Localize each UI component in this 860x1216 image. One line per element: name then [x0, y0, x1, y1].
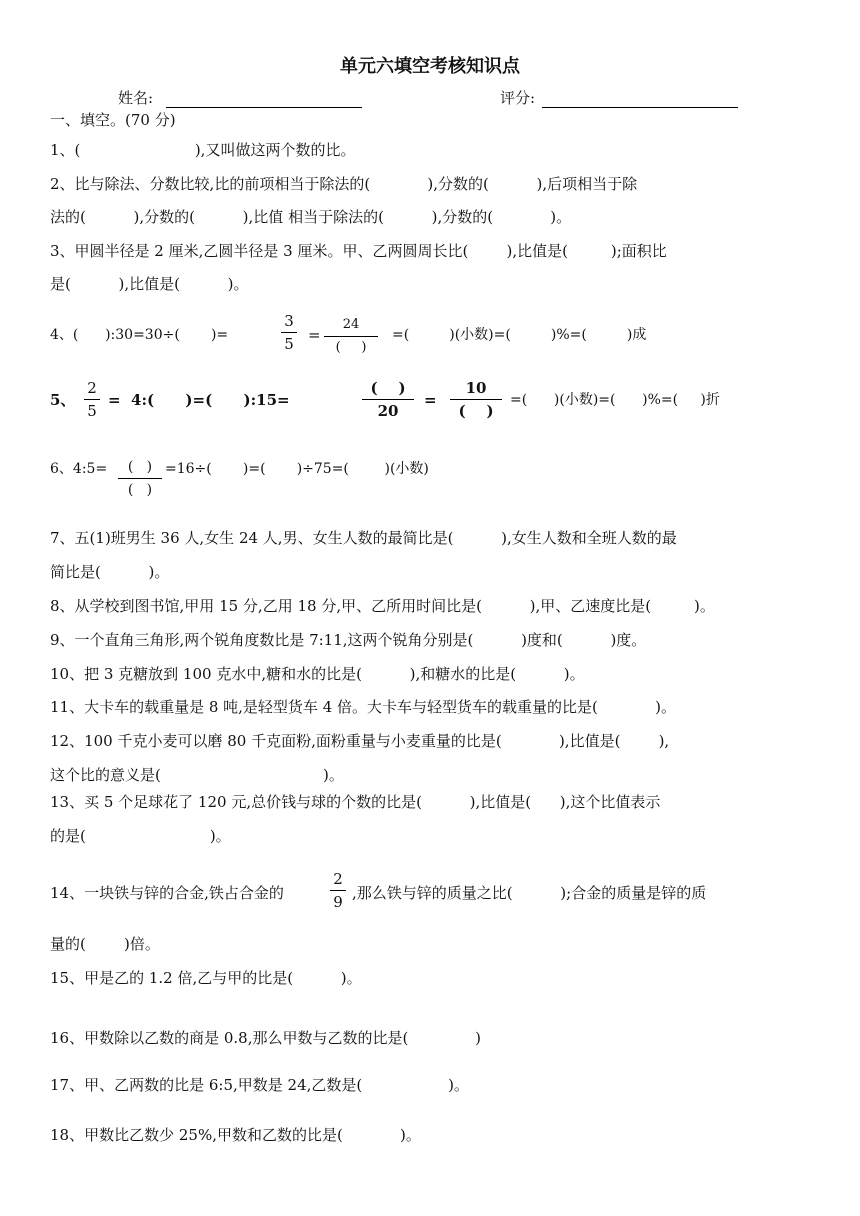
question-6-part-b: =16÷( )=( )÷75=( )(小数)	[165, 461, 429, 477]
fraction-denominator: 20	[377, 402, 399, 420]
fraction-bar	[324, 336, 378, 337]
question-3-line-1: 3、甲圆半径是 2 厘米,乙圆半径是 3 厘米。甲、乙两圆周长比( ),比值是( );面积比	[50, 242, 667, 260]
fraction-numerator: 2	[333, 870, 343, 888]
question-5-fraction-1	[84, 379, 100, 420]
question-4-equals: =	[308, 326, 321, 344]
question-7-line-1: 7、五(1)班男生 36 人,女生 24 人,男、女生人数的最简比是( ),女生人数和全班人数的最	[50, 529, 677, 547]
question-14-part-a: 14、一块铁与锌的合金,铁占合金的	[50, 884, 284, 902]
question-14-line-2: 量的( )倍。	[50, 935, 160, 953]
name-line	[166, 107, 362, 108]
question-4-part-b: =( )(小数)=( )%=( )成	[392, 327, 647, 343]
score-line	[542, 107, 738, 108]
question-11: 11、大卡车的载重量是 8 吨,是轻型货车 4 倍。大卡车与轻型货车的载重量的比是( )。	[50, 698, 676, 716]
question-18: 18、甲数比乙数少 25%,甲数和乙数的比是( )。	[50, 1126, 421, 1144]
question-10: 10、把 3 克糖放到 100 克水中,糖和水的比是( ),和糖水的比是( )。	[50, 665, 585, 683]
section-heading: 一、填空。(70 分)	[50, 111, 176, 129]
question-8: 8、从学校到图书馆,甲用 15 分,乙用 18 分,甲、乙所用时间比是( ),甲、乙速度比是( )。	[50, 597, 715, 615]
question-5-fraction-2	[362, 379, 414, 420]
question-15: 15、甲是乙的 1.2 倍,乙与甲的比是( )。	[50, 969, 362, 987]
page-title: 单元六填空考核知识点	[340, 56, 520, 77]
question-17: 17、甲、乙两数的比是 6:5,甲数是 24,乙数是( )。	[50, 1076, 469, 1094]
question-6-fraction	[118, 458, 162, 499]
question-12-line-2: 这个比的意义是( )。	[50, 766, 344, 784]
fraction-denominator: ( )	[127, 482, 153, 498]
question-6-part-a: 6、4:5=	[50, 461, 108, 477]
question-3-line-2: 是( ),比值是( )。	[50, 275, 249, 293]
question-14-part-b: ,那么铁与锌的质量之比( );合金的质量是锌的质	[352, 884, 707, 902]
fraction-denominator: 5	[87, 402, 97, 420]
fraction-numerator: ( )	[127, 459, 153, 475]
question-5-part-c: =( )(小数)=( )%=( )折	[510, 392, 720, 408]
score-label: 评分:	[500, 89, 536, 107]
fraction-denominator: 9	[333, 893, 343, 911]
fraction-denominator: ( )	[458, 402, 494, 420]
fraction-bar	[84, 399, 100, 400]
question-5-part-b: = 4:( )=( ):15=	[108, 391, 290, 409]
fraction-numerator: 10	[465, 379, 487, 397]
question-4-part-a: 4、( ):30=30÷( )=	[50, 327, 229, 343]
question-2-line-2: 法的( ),分数的( ),比值 相当于除法的( ),分数的( )。	[50, 208, 572, 226]
question-7-line-2: 简比是( )。	[50, 563, 170, 581]
question-9: 9、一个直角三角形,两个锐角度数比是 7:11,这两个锐角分别是( )度和( )度。	[50, 631, 647, 649]
question-5-fraction-3	[450, 379, 502, 420]
fraction-numerator: 24	[342, 317, 360, 332]
name-label: 姓名:	[118, 89, 154, 107]
question-5-equals: =	[424, 391, 437, 409]
fraction-denominator: ( )	[335, 340, 367, 355]
fraction-bar	[330, 890, 346, 891]
question-4-fraction-1	[281, 312, 297, 353]
question-16: 16、甲数除以乙数的商是 0.8,那么甲数与乙数的比是( )	[50, 1029, 481, 1047]
question-2-line-1: 2、比与除法、分数比较,比的前项相当于除法的( ),分数的( ),后项相当于除	[50, 175, 638, 193]
question-1: 1、( ),又叫做这两个数的比。	[50, 141, 356, 159]
fraction-bar	[281, 332, 297, 333]
fraction-denominator: 5	[284, 335, 294, 353]
question-13-line-1: 13、买 5 个足球花了 120 元,总价钱与球的个数的比是( ),比值是( ),这个比值表示	[50, 793, 661, 811]
fraction-bar	[450, 399, 502, 400]
question-14-fraction	[330, 870, 346, 911]
fraction-numerator: 2	[87, 379, 97, 397]
question-13-line-2: 的是( )。	[50, 827, 231, 845]
question-12-line-1: 12、100 千克小麦可以磨 80 千克面粉,面粉重量与小麦重量的比是( ),比值是( ),	[50, 732, 670, 750]
question-5-part-a: 5、	[50, 391, 76, 409]
fraction-numerator: ( )	[370, 379, 406, 397]
fraction-bar	[118, 478, 162, 479]
fraction-bar	[362, 399, 414, 400]
question-4-fraction-2	[324, 316, 378, 357]
fraction-numerator: 3	[284, 312, 294, 330]
